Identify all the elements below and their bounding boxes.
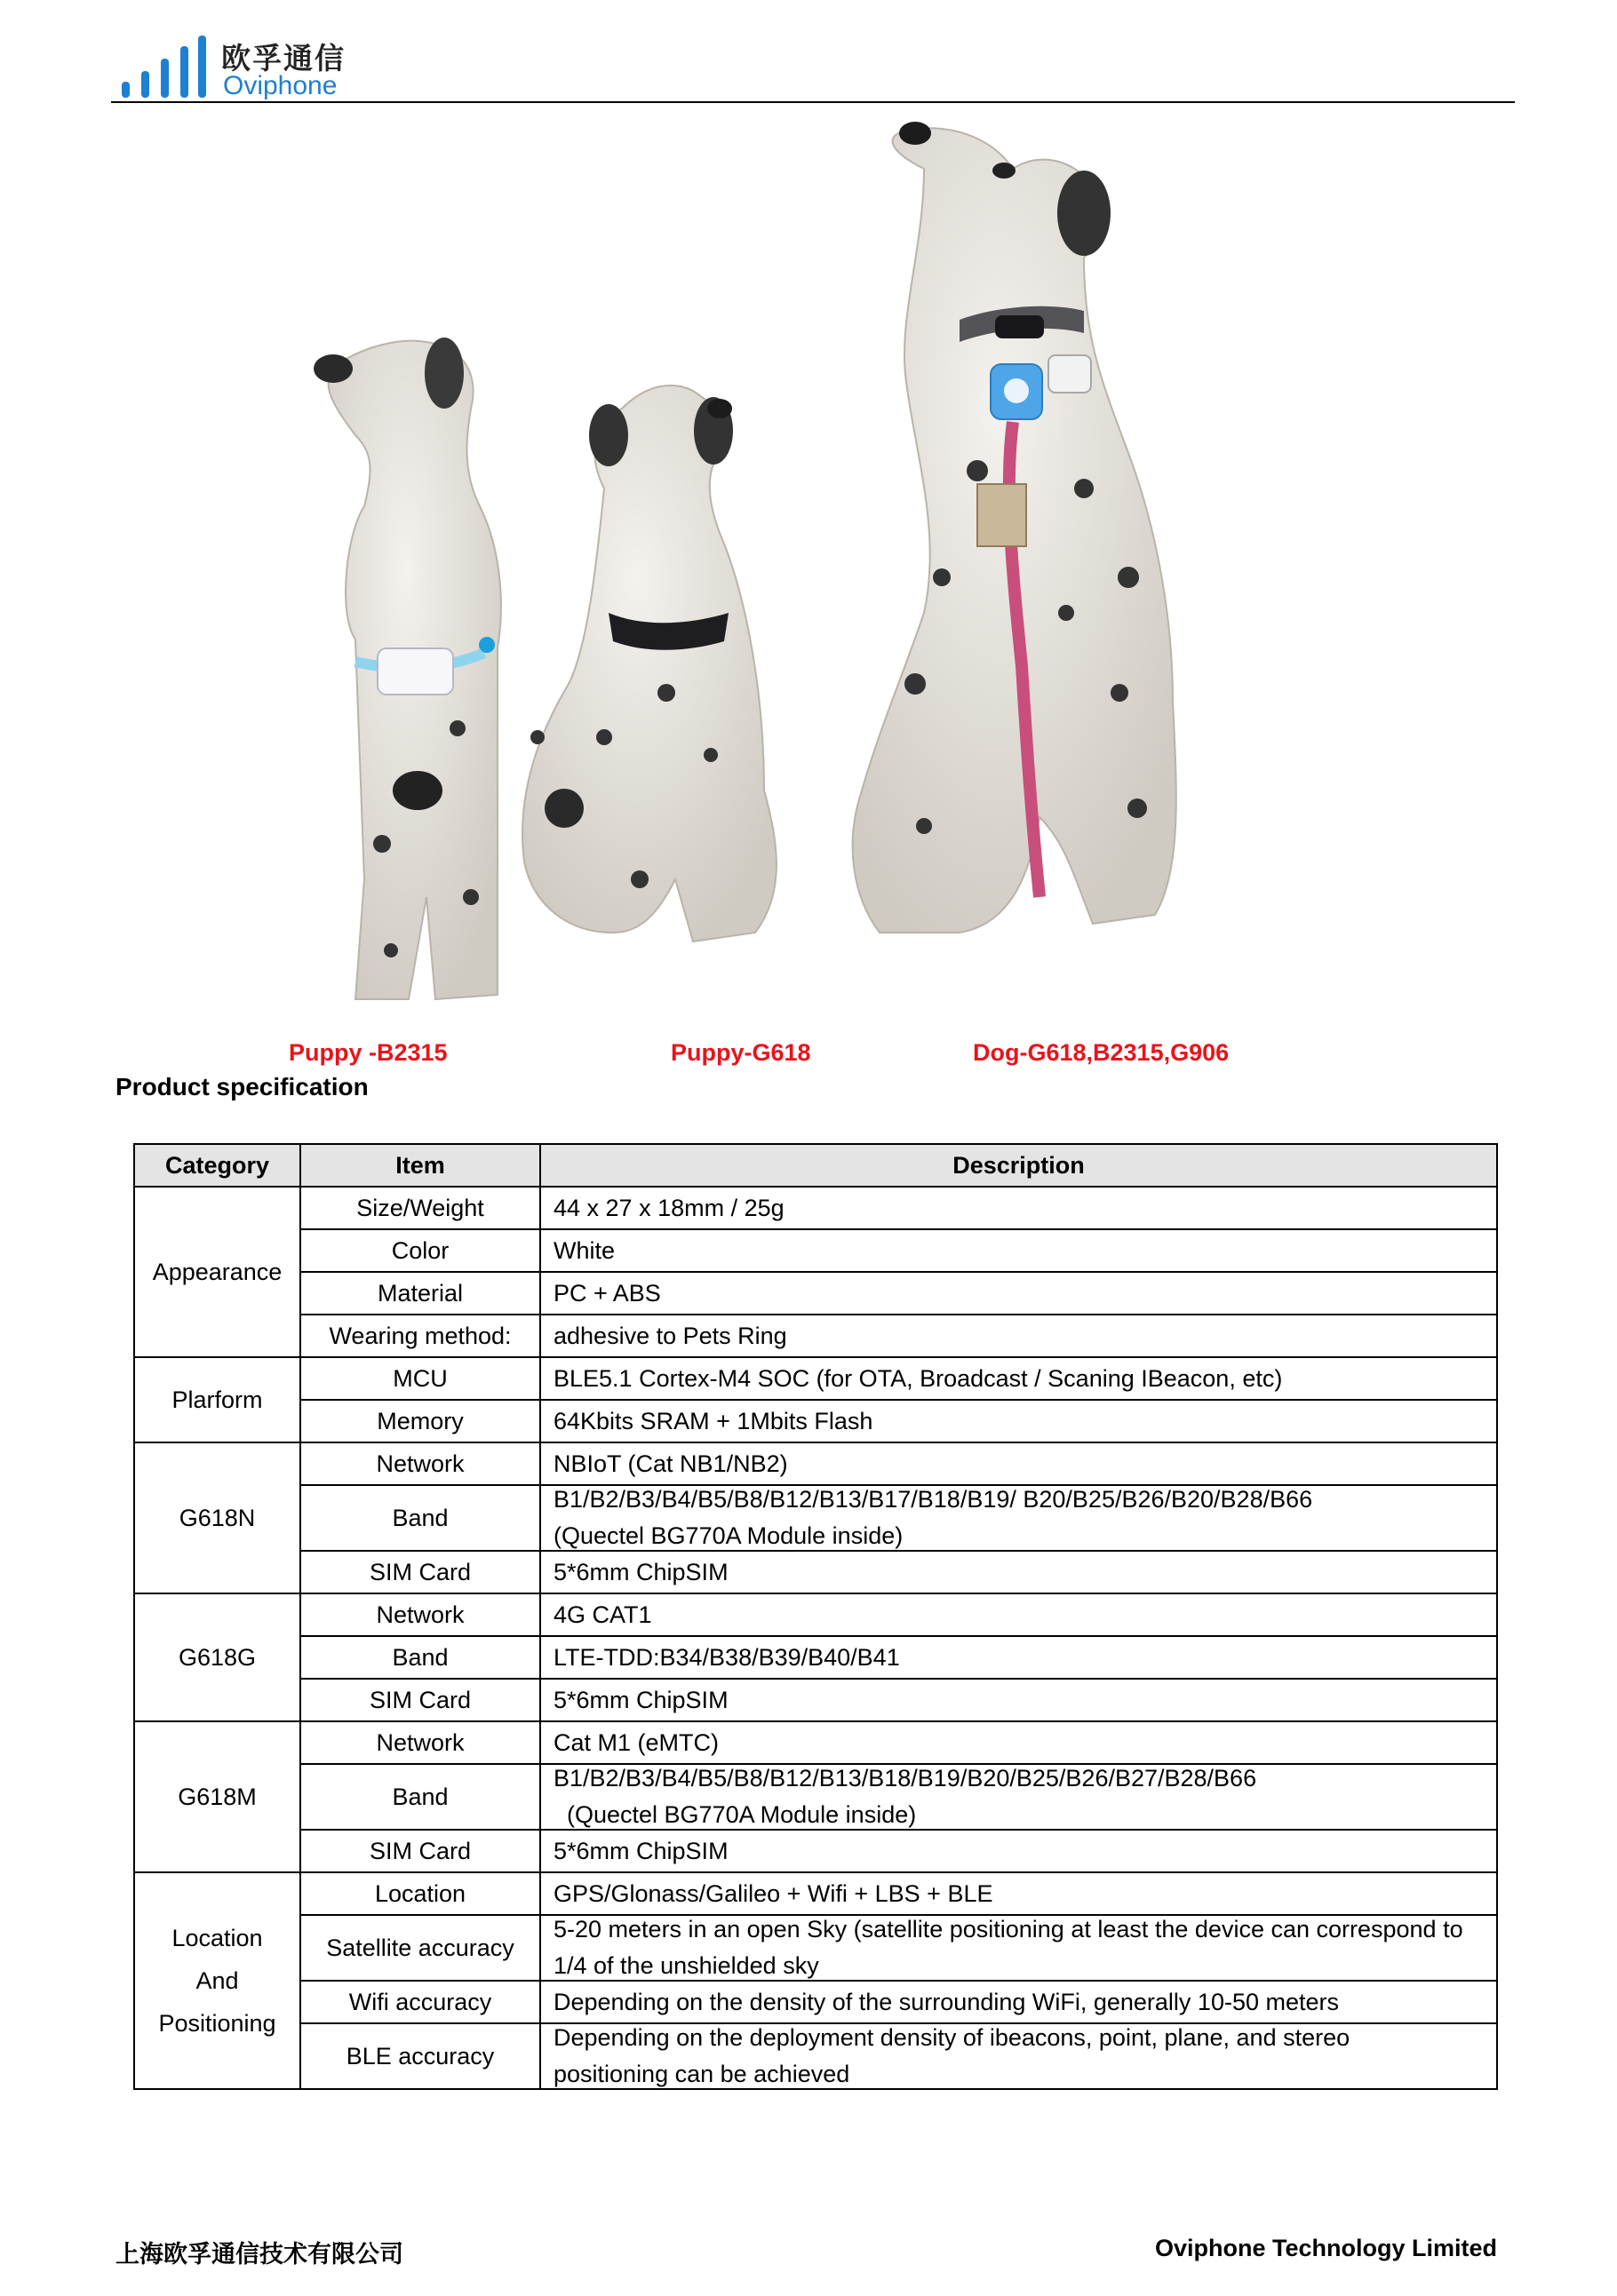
description-cell bbox=[540, 1485, 1497, 1551]
page-header bbox=[111, 27, 1515, 103]
column-header-item: Item bbox=[300, 1144, 540, 1187]
description-cell: White bbox=[540, 1229, 1497, 1272]
item-cell: Band bbox=[300, 1764, 540, 1830]
description-cell: 5*6mm ChipSIM bbox=[540, 1679, 1497, 1721]
section-title: Product specification bbox=[116, 1073, 369, 1100]
category-line: Positioning bbox=[158, 2010, 276, 2037]
description-cell: LTE-TDD:B34/B38/B39/B40/B41 bbox=[540, 1636, 1497, 1679]
table-row bbox=[134, 1229, 1497, 1272]
table-row bbox=[134, 1485, 1497, 1551]
puppy-b2315-figure bbox=[314, 338, 501, 999]
description-line: (Quectel BG770A Module inside) bbox=[554, 1801, 917, 1828]
description-line: B1/B2/B3/B4/B5/B8/B12/B13/B17/B18/B19/ B20/B25/B26/B20/B28/B66 bbox=[554, 1486, 1313, 1513]
table-row bbox=[134, 1593, 1497, 1636]
description-cell: 44 x 27 x 18mm / 25g bbox=[540, 1187, 1497, 1229]
footer-company-chinese: 上海欧孚通信技术有限公司 bbox=[116, 2241, 403, 2268]
description-cell bbox=[540, 1764, 1497, 1830]
table-row bbox=[134, 1400, 1497, 1442]
product-photo bbox=[302, 115, 1386, 1039]
table-row bbox=[134, 1442, 1497, 1485]
description-line: 1/4 of the unshielded sky bbox=[554, 1952, 819, 1979]
item-cell: Network bbox=[300, 1721, 540, 1764]
footer-company-english: Oviphone Technology Limited bbox=[1154, 2235, 1497, 2261]
description-cell: BLE5.1 Cortex-M4 SOC (for OTA, Broadcast / Scaning IBeacon, etc) bbox=[540, 1357, 1497, 1400]
table-row bbox=[134, 1357, 1497, 1400]
column-header-category: Category bbox=[134, 1144, 300, 1187]
description-cell bbox=[540, 2023, 1497, 2089]
description-cell: adhesive to Pets Ring bbox=[540, 1315, 1497, 1357]
category-cell: Plarform bbox=[134, 1357, 300, 1442]
description-cell: NBIoT (Cat NB1/NB2) bbox=[540, 1442, 1497, 1485]
table-row bbox=[134, 1981, 1497, 2023]
item-cell: Wearing method: bbox=[300, 1315, 540, 1357]
table-row bbox=[134, 2023, 1497, 2089]
table-row bbox=[134, 1272, 1497, 1315]
signal-bars-icon bbox=[122, 36, 202, 98]
spec-table bbox=[133, 1143, 1498, 2090]
item-cell: SIM Card bbox=[300, 1551, 540, 1593]
description-cell: 64Kbits SRAM + 1Mbits Flash bbox=[540, 1400, 1497, 1442]
puppy-g618-figure bbox=[522, 385, 777, 941]
table-row bbox=[134, 1187, 1497, 1229]
brand-name-chinese: 欧孚通信 bbox=[221, 41, 346, 75]
item-cell: Satellite accuracy bbox=[300, 1915, 540, 1981]
description-cell: PC + ABS bbox=[540, 1272, 1497, 1315]
table-row bbox=[134, 1872, 1497, 1915]
category-cell: G618N bbox=[134, 1442, 300, 1593]
item-cell: Material bbox=[300, 1272, 540, 1315]
item-cell: Band bbox=[300, 1485, 540, 1551]
header-divider bbox=[111, 101, 1515, 103]
category-line: Location bbox=[171, 1925, 263, 1951]
item-cell: Wifi accuracy bbox=[300, 1981, 540, 2023]
table-header-row bbox=[134, 1144, 1497, 1187]
category-line: And bbox=[195, 1967, 239, 1994]
dog-figure bbox=[853, 122, 1176, 933]
table-row bbox=[134, 1764, 1497, 1830]
description-cell bbox=[540, 1915, 1497, 1981]
table-row bbox=[134, 1915, 1497, 1981]
item-cell: Size/Weight bbox=[300, 1187, 540, 1229]
category-cell bbox=[134, 1872, 300, 2089]
item-cell: MCU bbox=[300, 1357, 540, 1400]
table-row bbox=[134, 1830, 1497, 1872]
photo-label-puppy-g618: Puppy-G618 bbox=[671, 1039, 811, 1066]
photo-label-dog: Dog-G618,B2315,G906 bbox=[973, 1039, 1230, 1066]
company-logo bbox=[122, 36, 357, 98]
description-cell: Depending on the density of the surrounding WiFi, generally 10-50 meters bbox=[540, 1981, 1497, 2023]
description-cell: 5*6mm ChipSIM bbox=[540, 1551, 1497, 1593]
table-row bbox=[134, 1551, 1497, 1593]
category-cell: G618G bbox=[134, 1593, 300, 1721]
description-cell: 4G CAT1 bbox=[540, 1593, 1497, 1636]
description-line: positioning can be achieved bbox=[554, 2061, 850, 2087]
description-line: (Quectel BG770A Module inside) bbox=[554, 1522, 904, 1549]
description-cell: GPS/Glonass/Galileo + Wifi + LBS + BLE bbox=[540, 1872, 1497, 1915]
table-row bbox=[134, 1636, 1497, 1679]
table-row bbox=[134, 1315, 1497, 1357]
description-line: Depending on the deployment density of ibeacons, point, plane, and stereo bbox=[554, 2024, 1350, 2051]
item-cell: Memory bbox=[300, 1400, 540, 1442]
item-cell: Band bbox=[300, 1636, 540, 1679]
description-line: 5-20 meters in an open Sky (satellite positioning at least the device can correspond to bbox=[554, 1916, 1463, 1942]
item-cell: BLE accuracy bbox=[300, 2023, 540, 2089]
item-cell: SIM Card bbox=[300, 1830, 540, 1872]
description-line: B1/B2/B3/B4/B5/B8/B12/B13/B18/B19/B20/B25/B26/B27/B28/B66 bbox=[554, 1765, 1257, 1792]
table-row bbox=[134, 1679, 1497, 1721]
item-cell: SIM Card bbox=[300, 1679, 540, 1721]
description-cell: 5*6mm ChipSIM bbox=[540, 1830, 1497, 1872]
photo-label-puppy-b2315: Puppy -B2315 bbox=[289, 1039, 448, 1066]
item-cell: Network bbox=[300, 1593, 540, 1636]
item-cell: Network bbox=[300, 1442, 540, 1485]
category-cell: Appearance bbox=[134, 1187, 300, 1357]
item-cell: Color bbox=[300, 1229, 540, 1272]
table-row bbox=[134, 1721, 1497, 1764]
item-cell: Location bbox=[300, 1872, 540, 1915]
brand-name-english: Oviphone bbox=[223, 71, 338, 100]
category-cell: G618M bbox=[134, 1721, 300, 1872]
column-header-description: Description bbox=[540, 1144, 1497, 1187]
description-cell: Cat M1 (eMTC) bbox=[540, 1721, 1497, 1764]
